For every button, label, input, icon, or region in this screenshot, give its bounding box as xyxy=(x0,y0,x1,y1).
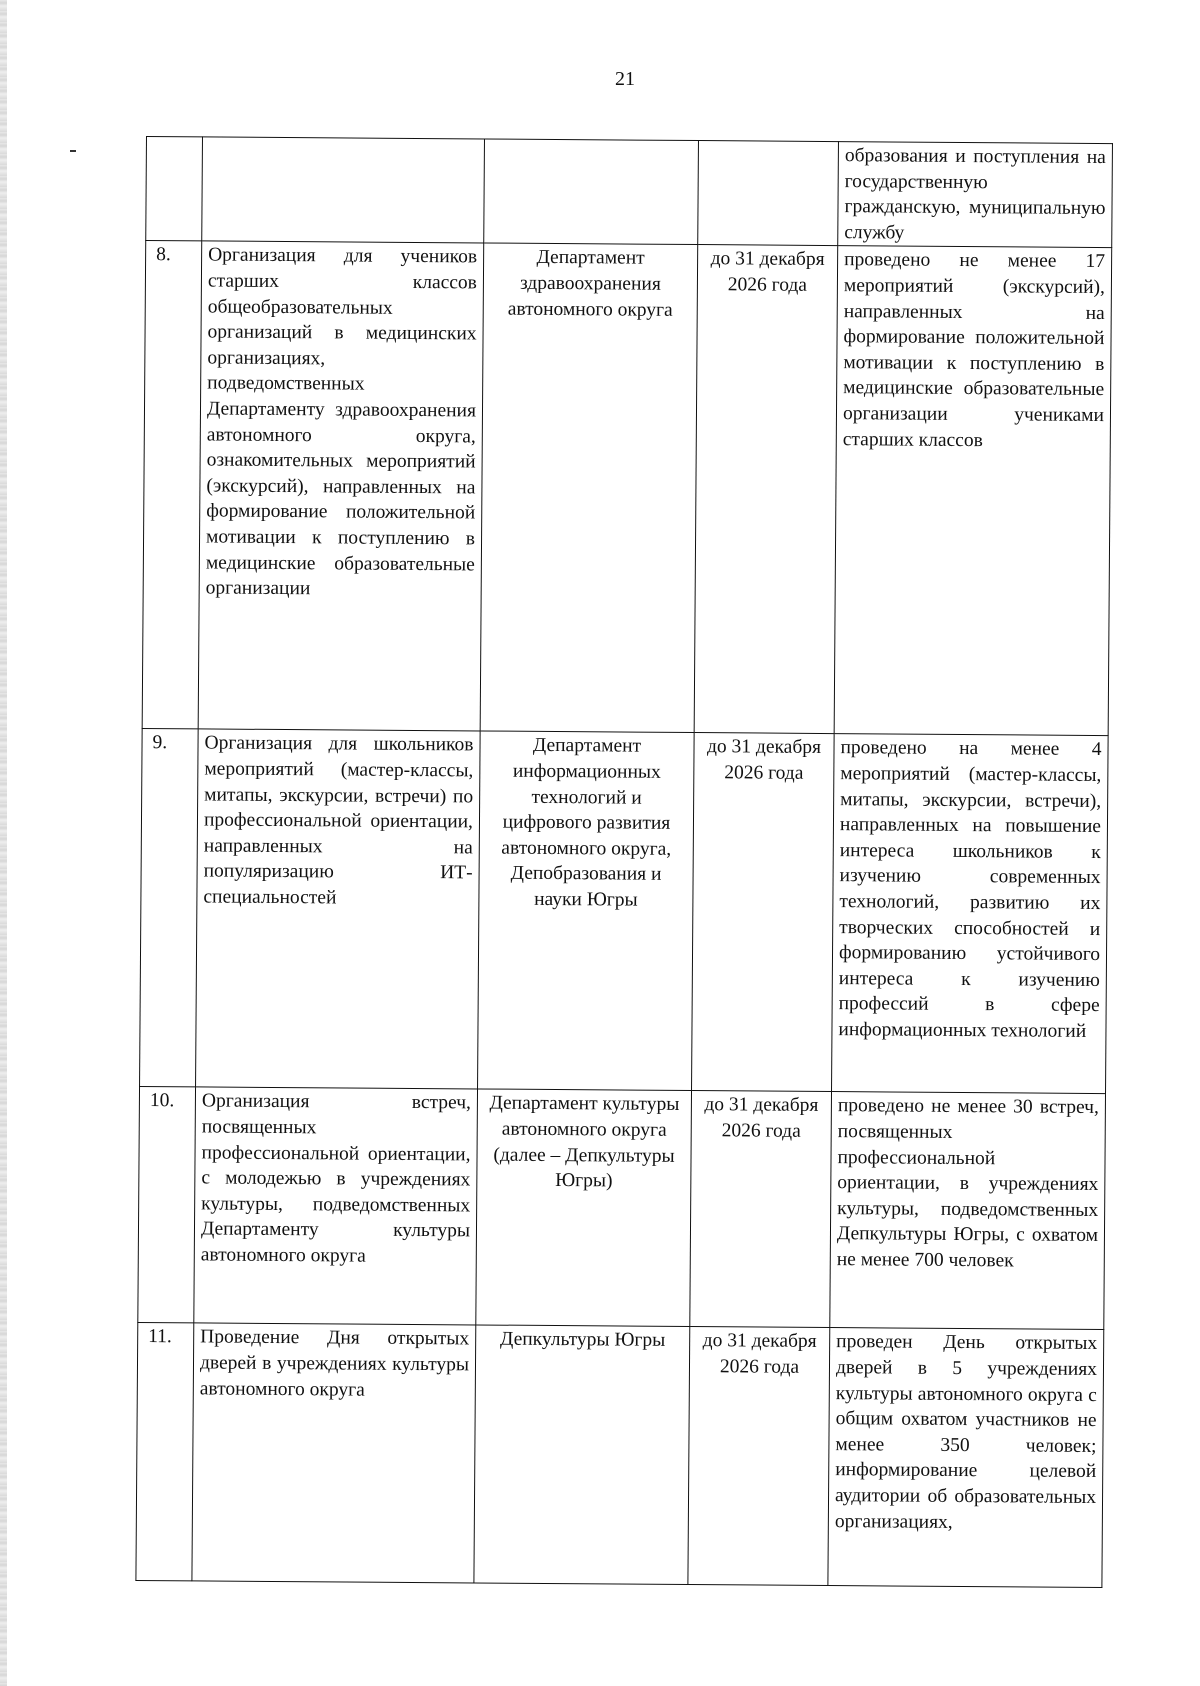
cell-responsible-empty xyxy=(484,139,699,245)
cell-event-11: Проведение Дня открытых дверей в учреждениях культуры автономного округа xyxy=(192,1323,476,1583)
cell-event-10: Организация встреч, посвященных профессиональной ориентации, с молодежью в учреждениях культуры, подведомственных Департаменту культуры автономного округа xyxy=(194,1087,478,1325)
scan-edge xyxy=(0,0,7,1686)
cell-deadline-empty xyxy=(698,141,839,246)
measures-table xyxy=(135,136,1113,1588)
cell-num-8: 8. xyxy=(142,241,202,729)
cell-event-8: Организация для учеников старших классов общеобразовательных организаций в медицинских организациях, подведомственных Департаменту здравоохранения автономного округа, ознакомительных мероприятий (экскурсий), направленных на формирование положительной мотивации к поступлению в медицинские образовательные организации xyxy=(198,241,484,731)
page-number: 21 xyxy=(615,68,635,90)
cell-result-11: проведен День открытых дверей в 5 учреждениях культуры автономного округа с общим охватом участников не менее 350 человек; информирование целевой аудитории об образовательных организациях, xyxy=(828,1328,1104,1588)
cell-num-11: 11. xyxy=(136,1323,194,1581)
cell-deadline-8: до 31 декабря 2026 года xyxy=(694,245,838,734)
cell-deadline-11: до 31 декабря 2026 года xyxy=(688,1327,830,1586)
cell-responsible-10: Департамент культуры автономного округа (далее – Депкультуры Югры) xyxy=(476,1089,692,1327)
table-row-8 xyxy=(142,241,1112,736)
cell-num-9: 9. xyxy=(140,729,199,1087)
table-row-9 xyxy=(140,729,1109,1094)
cell-result-10: проведено не менее 30 встреч, посвященных профессиональной ориентации, в учреждениях культуры, подведомственных Депкультуры Югры, с охватом не менее 700 человек xyxy=(830,1092,1106,1330)
cell-result-8: проведено не менее 17 мероприятий (экскурсий), направленных на формирование положительной мотивации к поступлению в медицинские образовательные организации учениками старших классов xyxy=(834,246,1112,736)
result-continuation-text: образования и поступления на государственную гражданскую, муниципальную службу xyxy=(844,145,1106,244)
cell-event-empty xyxy=(202,137,485,243)
cell-deadline-9: до 31 декабря 2026 года xyxy=(692,733,835,1092)
table-row-10 xyxy=(138,1087,1106,1330)
table-row-continuation xyxy=(146,137,1113,248)
table-row-11 xyxy=(136,1323,1104,1588)
cell-event-9: Организация для школьников мероприятий (мастер-классы, митапы, экскурсии, встречи) по профессиональной ориентации, направленных на популяризацию ИТ-специальностей xyxy=(196,729,481,1089)
cell-responsible-8: Департамент здравоохранения автономного округа xyxy=(480,243,698,733)
cell-result-9: проведено на менее 4 мероприятий (мастер-классы, митапы, экскурсии, встречи), направленных на повышение интереса школьников к изучению современных технологий, развитию их творческих способностей и формированию устойчивого интереса к изучению профессий в сфере информационных технологий xyxy=(832,734,1109,1094)
cell-result-continuation xyxy=(838,142,1113,248)
cell-num-empty xyxy=(146,137,203,242)
cell-deadline-10: до 31 декабря 2026 года xyxy=(690,1091,832,1328)
cell-responsible-9: Департамент информационных технологий и цифрового развития автономного округа, Депобразования и науки Югры xyxy=(478,731,695,1091)
stray-mark xyxy=(70,150,76,152)
cell-responsible-11: Депкультуры Югры xyxy=(474,1325,690,1585)
cell-num-10: 10. xyxy=(138,1087,196,1323)
